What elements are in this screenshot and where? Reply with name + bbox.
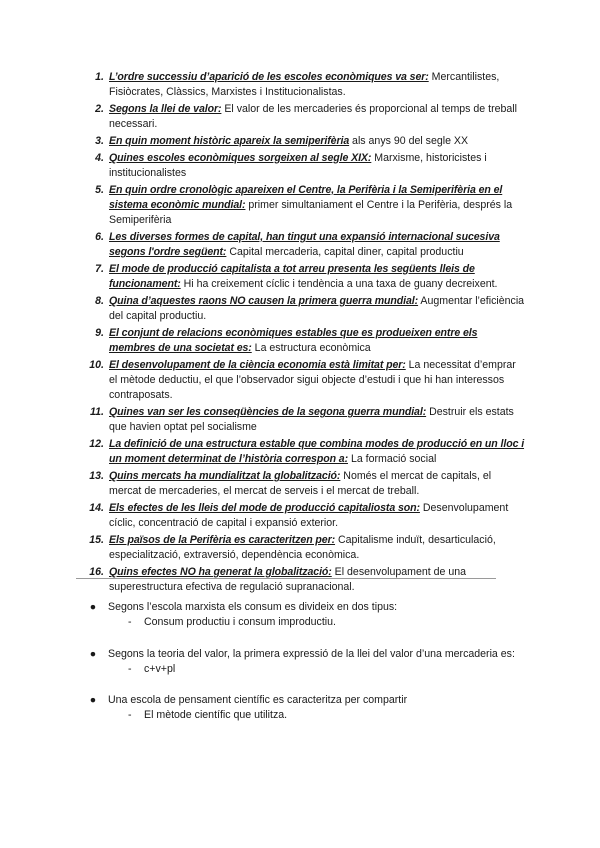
sub-item <box>108 615 528 630</box>
sub-item <box>108 708 528 723</box>
item-number: 8. <box>95 294 104 307</box>
item-number: 9. <box>95 326 104 339</box>
list-item <box>76 151 526 182</box>
question-text: Els països de la Perifèria es caracteritzen per: <box>109 534 336 547</box>
answer-text: primer simultaniament el Centre i la Perifèria, després la Semiperifèria <box>109 198 513 227</box>
answer-text: Capital mercaderia, capital diner, capital productiu <box>226 246 464 259</box>
answer-text: Capitalisme induït, desarticulació, especialització, extraversió, dependència econòmica. <box>109 534 496 562</box>
answer-text: La estructura econòmica <box>251 342 371 355</box>
item-number: 13. <box>89 470 104 483</box>
sub-item-text: El mètode científic que utilitza. <box>144 709 288 722</box>
item-number: 16. <box>89 566 104 579</box>
list-item <box>76 501 526 532</box>
question-text: Quins efectes NO ha generat la globalització: <box>109 566 332 579</box>
list-item <box>76 183 526 229</box>
answer-text: Marxisme, historicistes i institucionalistes <box>109 151 487 179</box>
bullet-item <box>88 647 528 678</box>
dash-icon: - <box>128 616 132 629</box>
answer-text: als anys 90 del segle XX <box>349 134 469 147</box>
bullet-text: Segons l’escola marxista els consum es divideix en dos tipus: <box>108 601 398 613</box>
list-item <box>76 70 526 101</box>
bullet-icon: ● <box>89 694 97 707</box>
list-item <box>76 294 526 325</box>
answer-text: La necessitat d’emprar el mètode deductiu, el que l’observador sigui objecte d’estudi i que hi han interessos contraposats. <box>109 358 516 402</box>
question-text: El desenvolupament de la ciència economia està limitat per: <box>109 358 406 371</box>
item-number: 10. <box>89 358 104 371</box>
list-item <box>76 262 526 293</box>
answer-text: Hi ha creixement cíclic i tendència a una taxa de guany decreixent. <box>180 278 498 291</box>
answer-text: Només el mercat de capitals, el mercat de mercaderies, el mercat de serveis i el mercat de treball. <box>109 470 492 498</box>
list-item <box>76 358 526 404</box>
sub-item <box>108 662 528 677</box>
answer-text: Augmentar l’eficiència del capital productiu. <box>109 294 525 323</box>
list-item <box>76 102 526 133</box>
item-number: 12. <box>89 438 104 451</box>
dash-icon: - <box>128 662 132 675</box>
bullet-text: Segons la teoria del valor, la primera expressió de la llei del valor d’una mercaderia es: <box>108 647 515 660</box>
question-text: En quin moment històric apareix la semiperifèria <box>109 134 350 147</box>
list-item <box>76 230 526 261</box>
question-text: Segons la llei de valor: <box>109 102 222 115</box>
question-text: Els efectes de les lleis del mode de producció capitaliosta son: <box>109 502 420 515</box>
question-text: L’ordre successiu d’aparició de les escoles econòmiques va ser: <box>109 71 429 83</box>
item-number: 6. <box>95 230 104 243</box>
question-text: En quin ordre cronològic apareixen el Centre, la Perifèria i la Semiperifèria en el sistema econòmic mundial: <box>109 183 503 211</box>
sub-item-text: c+v+pl <box>144 662 176 675</box>
bullet-item <box>88 600 528 631</box>
list-item <box>76 437 526 468</box>
question-text: Quins mercats ha mundialitzat la globalització: <box>109 470 341 483</box>
item-number: 5. <box>95 183 104 196</box>
bullet-icon: ● <box>89 601 97 613</box>
list-item <box>76 565 526 596</box>
list-item <box>76 533 526 564</box>
answer-text: Desenvolupament cíclic, concentració de capital i expansió exterior. <box>109 502 509 530</box>
item-number: 7. <box>95 262 104 275</box>
item-number: 1. <box>95 71 104 83</box>
item-number: 15. <box>89 534 104 547</box>
bullet-icon: ● <box>89 647 97 660</box>
question-text: Quines escoles econòmiques sorgeixen al segle XIX: <box>109 151 372 164</box>
item-number: 3. <box>95 134 104 147</box>
item-number: 11. <box>90 406 104 419</box>
list-item <box>76 405 526 436</box>
answer-text: Destruir els estats que havien optat pel socialisme <box>109 406 514 434</box>
question-text: Quines van ser les conseqüències de la segona guerra mundial: <box>109 406 427 419</box>
dash-icon: - <box>128 709 132 722</box>
question-text: El mode de producció capitalista a tot arreu presenta les següents lleis de funcionament: <box>109 262 475 291</box>
bullet-list <box>88 600 528 740</box>
answer-text: Mercantilistes, Fisiòcrates, Clàssics, Marxistes i Institucionalistas. <box>109 71 500 99</box>
list-item <box>76 326 526 357</box>
list-item <box>76 134 526 149</box>
questions-list <box>76 70 526 597</box>
question-text: Les diverses formes de capital, han tingut una expansió internacional sucesiva segons l'ordre següent: <box>109 230 500 259</box>
horizontal-divider <box>76 578 496 579</box>
question-text: La definició de una estructura estable que combina modes de producció en un lloc i un moment determinat de l’història correspon a: <box>109 438 525 466</box>
bullet-item <box>88 693 528 724</box>
item-number: 4. <box>95 151 104 164</box>
item-number: 14. <box>89 502 104 515</box>
list-item <box>76 469 526 500</box>
answer-text: El valor de les mercaderies és proporcional al temps de treball necessari. <box>109 102 517 131</box>
question-text: Quina d’aquestes raons NO causen la primera guerra mundial: <box>109 294 419 307</box>
sub-item-text: Consum productiu i consum improductiu. <box>144 616 336 629</box>
answer-text: La formació social <box>348 453 437 466</box>
bullet-text: Una escola de pensament científic es caracteritza per compartir <box>108 694 408 707</box>
item-number: 2. <box>95 102 104 115</box>
question-text: El conjunt de relacions econòmiques estables que es produeixen entre els membres de una societat es: <box>109 326 478 355</box>
answer-text: El desenvolupament de una superestructura efectiva de regulació supranacional. <box>109 566 467 594</box>
